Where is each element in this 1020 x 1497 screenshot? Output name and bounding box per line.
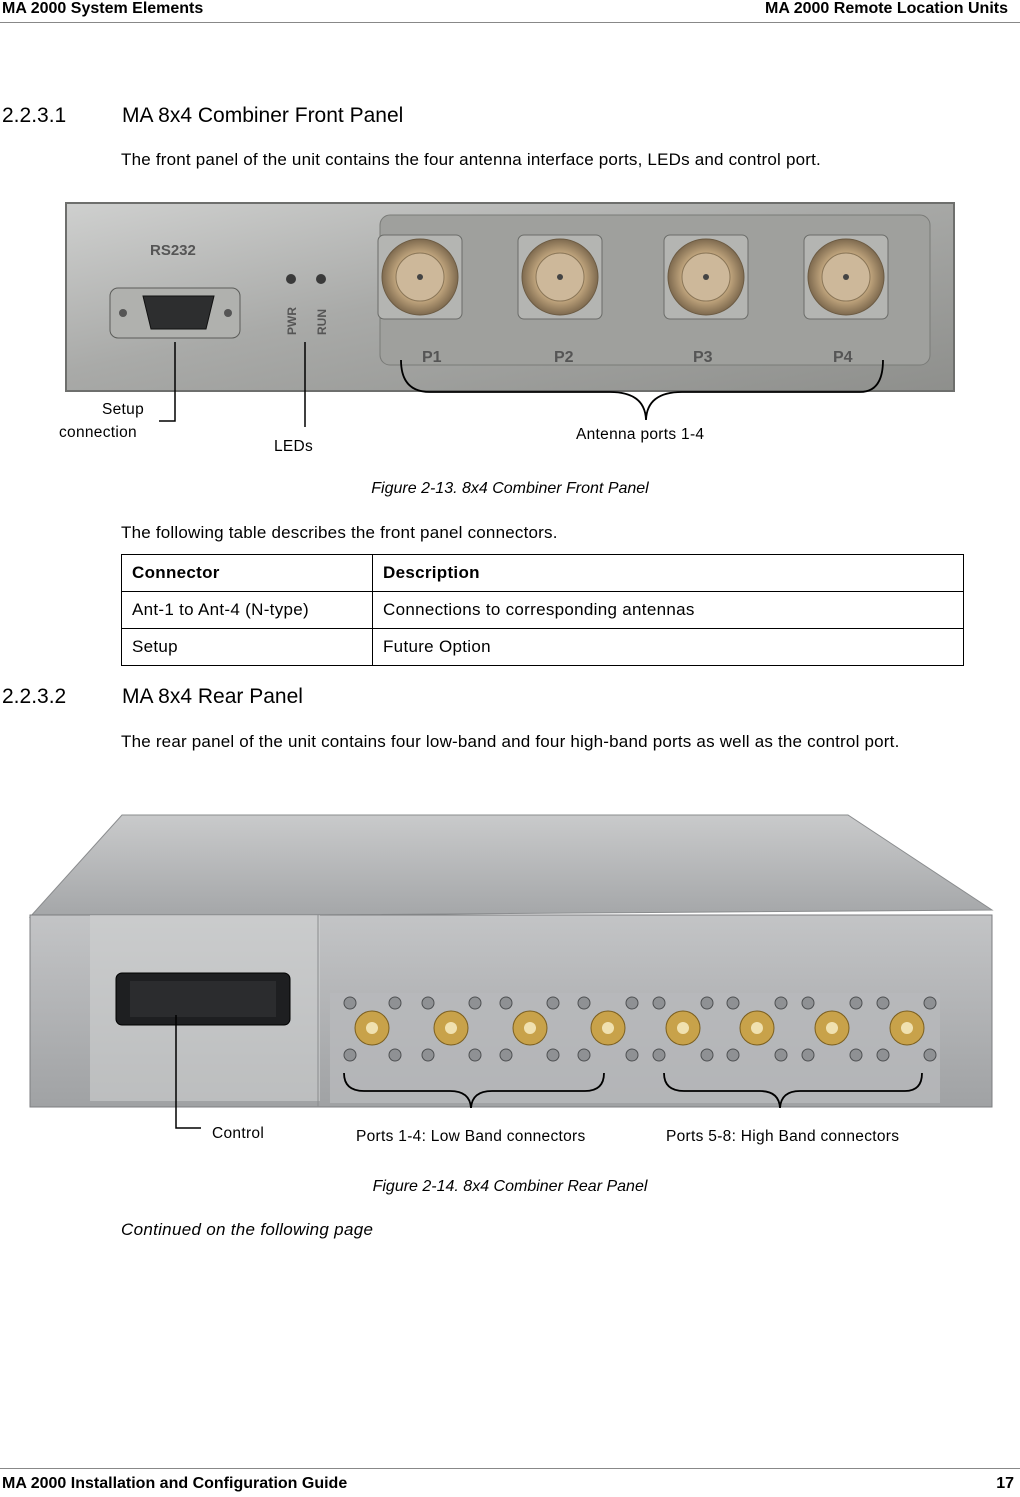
continued-note: Continued on the following page [121, 1220, 374, 1239]
page-header [0, 0, 1020, 23]
setup-label-line2: connection [59, 424, 137, 441]
control-connector [116, 973, 290, 1025]
run-label: RUN [315, 309, 329, 335]
footer-guide-title: MA 2000 Installation and Configuration Guide [2, 1475, 348, 1492]
port-label-p3: P3 [693, 349, 713, 366]
antenna-ports-label: Antenna ports 1-4 [576, 426, 705, 443]
port-label-p1: P1 [422, 349, 442, 366]
section-title: MA 8x4 Combiner Front Panel [122, 104, 404, 127]
section-heading-front-panel [2, 104, 403, 128]
sma-port-5 [666, 1011, 700, 1045]
sma-port-3 [513, 1011, 547, 1045]
page-number: 17 [996, 1475, 1014, 1492]
rear-panel-intro: The rear panel of the unit contains four low-band and four high-band ports as well as the control port. [121, 732, 900, 751]
sma-port-6 [740, 1011, 774, 1045]
header-left-title: MA 2000 System Elements [2, 0, 204, 17]
header-right-title: MA 2000 Remote Location Units [764, 0, 1008, 17]
port-label-p4: P4 [833, 349, 853, 366]
sma-port-2 [434, 1011, 468, 1045]
section-number: 2.2.3.1 [2, 104, 67, 127]
connectors-table [121, 554, 964, 666]
table-intro: The following table describes the front panel connectors. [121, 523, 558, 542]
table-cell: Connections to corresponding antennas [373, 592, 964, 629]
leds-label: LEDs [274, 438, 314, 455]
control-label: Control [212, 1125, 265, 1142]
front-panel-photo [0, 195, 1020, 465]
table-header-connector: Connector [122, 555, 373, 592]
low-band-label: Ports 1-4: Low Band connectors [356, 1128, 586, 1145]
sma-port-8 [890, 1011, 924, 1045]
run-led [316, 274, 326, 284]
pwr-label: PWR [285, 307, 299, 335]
sma-port-4 [591, 1011, 625, 1045]
table-header-row [122, 555, 964, 592]
figure-2-13-caption: Figure 2-13. 8x4 Combiner Front Panel [371, 480, 649, 497]
table-row [122, 592, 964, 629]
high-band-label: Ports 5-8: High Band connectors [666, 1128, 900, 1145]
table-cell: Ant-1 to Ant-4 (N-type) [122, 592, 373, 629]
front-panel-figure [0, 195, 1020, 465]
rs232-label: RS232 [150, 242, 196, 259]
rear-panel-figure [0, 805, 1020, 1160]
rear-panel-photo [0, 805, 1020, 1160]
antenna-port-4 [804, 235, 888, 319]
front-panel-intro: The front panel of the unit contains the four antenna interface ports, LEDs and control port. [121, 150, 821, 169]
section-number: 2.2.3.2 [2, 685, 67, 708]
figure-2-14-caption: Figure 2-14. 8x4 Combiner Rear Panel [372, 1178, 648, 1195]
antenna-port-1 [378, 235, 462, 319]
port-label-p2: P2 [554, 349, 574, 366]
pwr-led [286, 274, 296, 284]
table-row [122, 629, 964, 666]
table-header-description: Description [373, 555, 964, 592]
rs232-connector [110, 288, 240, 338]
antenna-port-2 [518, 235, 602, 319]
table-cell: Future Option [373, 629, 964, 666]
page-footer [0, 1468, 1020, 1492]
section-heading-rear-panel [2, 685, 303, 709]
unit-top-face [30, 815, 992, 917]
setup-label-line1: Setup [102, 401, 145, 418]
antenna-port-3 [664, 235, 748, 319]
sma-port-7 [815, 1011, 849, 1045]
sma-port-1 [355, 1011, 389, 1045]
table-cell: Setup [122, 629, 373, 666]
section-title: MA 8x4 Rear Panel [122, 685, 303, 708]
